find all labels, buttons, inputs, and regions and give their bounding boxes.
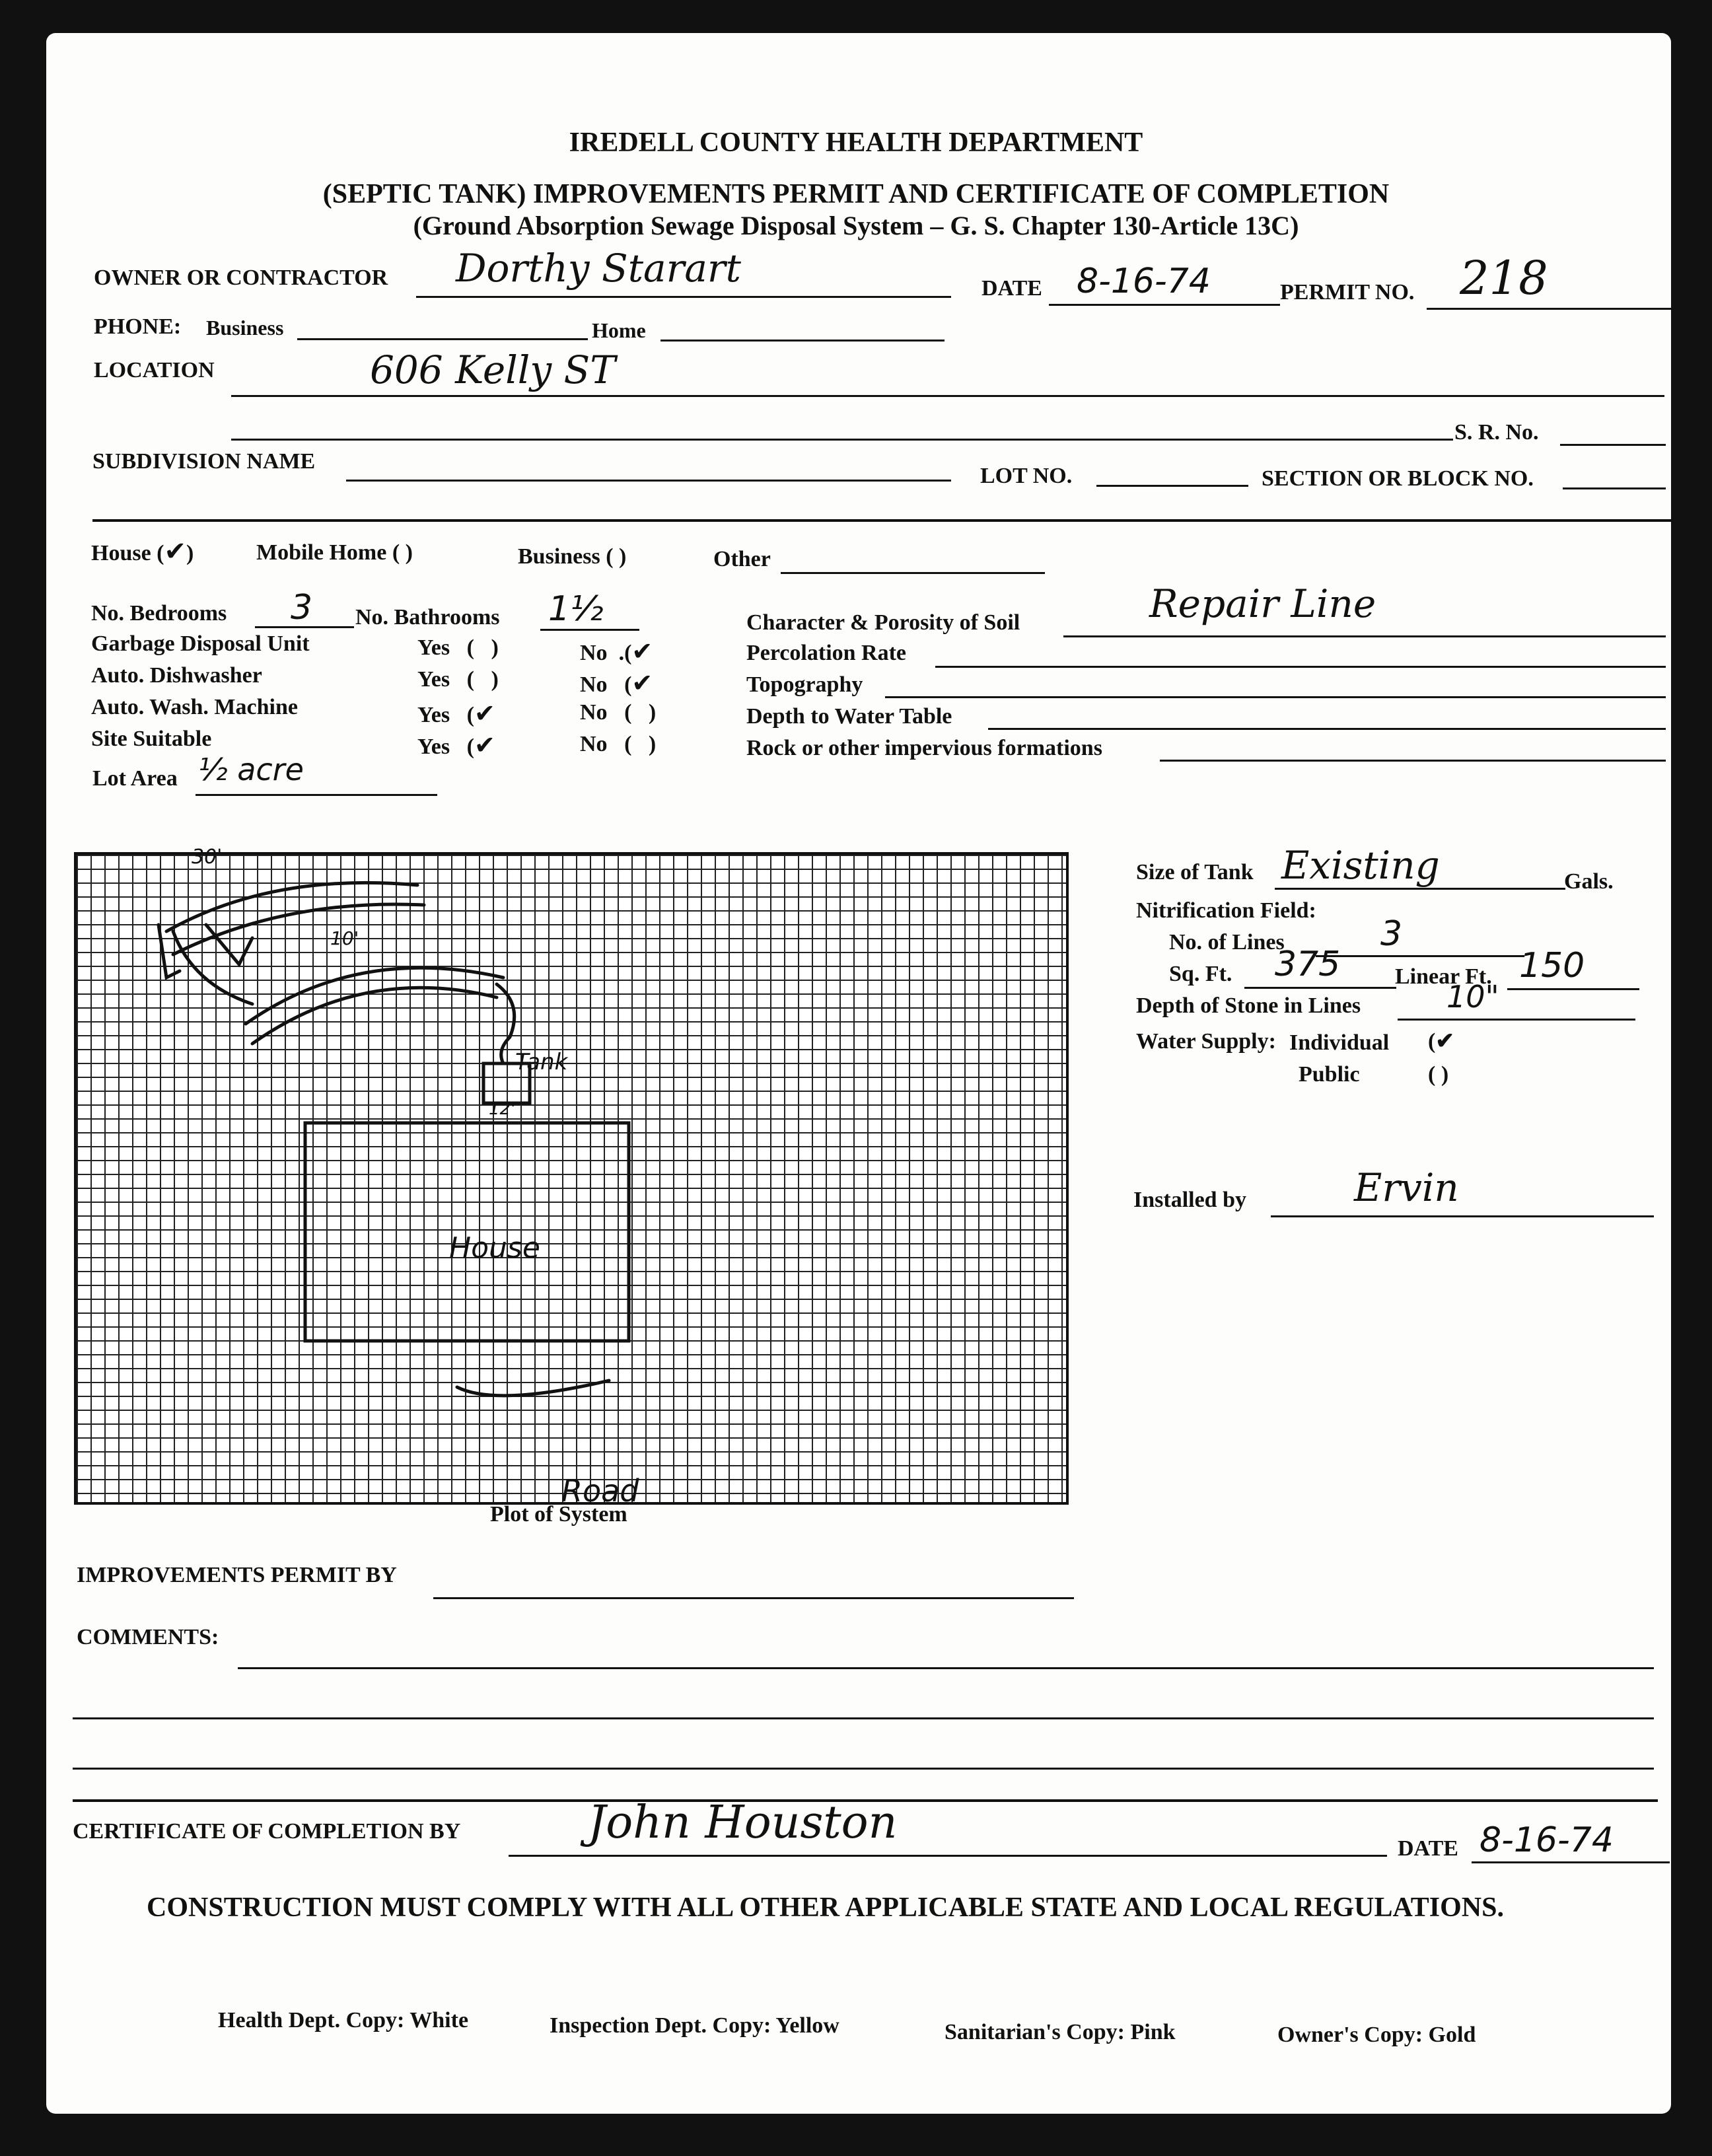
date-label: DATE: [981, 276, 1042, 301]
site-yes[interactable]: Yes (✔: [417, 731, 495, 760]
topography-label: Topography: [746, 672, 863, 697]
tank-note: Tank: [515, 1049, 568, 1075]
permit-value[interactable]: 218: [1460, 251, 1548, 305]
bedrooms-label: No. Bedrooms: [91, 601, 227, 626]
comments-line-3[interactable]: [73, 1768, 1654, 1770]
lot-line[interactable]: [1096, 485, 1248, 487]
sqft-label: Sq. Ft.: [1169, 962, 1232, 986]
lot-area-label: Lot Area: [92, 766, 178, 791]
installed-by-line: [1271, 1215, 1654, 1217]
perc-rate-label: Percolation Rate: [746, 641, 907, 665]
individual-label: Individual: [1289, 1030, 1390, 1055]
certificate-label: CERTIFICATE OF COMPLETION BY: [73, 1819, 461, 1844]
stone-depth-line: [1398, 1019, 1635, 1021]
tank-size-label: Size of Tank: [1136, 860, 1254, 884]
house-type-label: House (✔): [91, 536, 194, 567]
linear-value[interactable]: 150: [1519, 946, 1585, 986]
sr-line[interactable]: [1560, 444, 1666, 446]
tank-size-value[interactable]: Existing: [1281, 843, 1440, 888]
bathrooms-line: [540, 629, 639, 631]
date-value[interactable]: 8-16-74: [1077, 262, 1211, 301]
plot-sketch: [74, 812, 668, 1519]
owner-line: [416, 296, 951, 298]
dishwasher-no[interactable]: No (✔: [580, 668, 653, 698]
sqft-value[interactable]: 375: [1275, 945, 1341, 984]
garbage-label: Garbage Disposal Unit: [91, 631, 310, 656]
stone-depth-label: Depth of Stone in Lines: [1136, 993, 1361, 1018]
copy-sanitarian: Sanitarian's Copy: Pink: [945, 2020, 1176, 2044]
water-table-label: Depth to Water Table: [746, 704, 952, 729]
date-line: [1049, 304, 1280, 306]
copy-health: Health Dept. Copy: White: [218, 2008, 469, 2032]
lines-label: No. of Lines: [1169, 930, 1285, 954]
permit-line: [1427, 308, 1671, 310]
home-phone-line[interactable]: [660, 340, 945, 341]
linear-label: Linear Ft.: [1395, 964, 1492, 989]
water-table-line[interactable]: [988, 728, 1666, 730]
water-supply-label: Water Supply:: [1136, 1029, 1276, 1054]
location-line: [231, 395, 1664, 397]
sqft-line: [1244, 987, 1396, 989]
section-label: SECTION OR BLOCK NO.: [1262, 466, 1534, 491]
form-subtitle: (Ground Absorption Sewage Disposal System – G. S. Chapter 130-Article 13C): [413, 211, 1299, 240]
location-label: LOCATION: [94, 358, 215, 382]
public-mark[interactable]: ( ): [1428, 1062, 1449, 1087]
dishwasher-yes[interactable]: Yes ( ): [417, 667, 499, 692]
site-label: Site Suitable: [91, 727, 212, 751]
owner-label: OWNER OR CONTRACTOR: [94, 266, 388, 290]
individual-mark[interactable]: (✔: [1428, 1029, 1454, 1054]
dim-12: 12': [489, 1099, 516, 1119]
business-phone-label: Business: [206, 316, 284, 340]
certificate-line: [509, 1855, 1387, 1857]
business-phone-line[interactable]: [297, 338, 588, 340]
washer-no[interactable]: No ( ): [580, 700, 657, 725]
location-value[interactable]: 606 Kelly ST: [370, 347, 616, 392]
lot-label: LOT NO.: [980, 464, 1073, 488]
department-title: IREDELL COUNTY HEALTH DEPARTMENT: [569, 127, 1143, 158]
lines-value[interactable]: 3: [1380, 914, 1403, 954]
improvements-permit-line[interactable]: [433, 1597, 1074, 1599]
location-line-2: [231, 439, 1453, 441]
gals-label: Gals.: [1564, 869, 1614, 894]
dim-10: 10': [330, 927, 359, 949]
soil-character-label: Character & Porosity of Soil: [746, 610, 1020, 635]
soil-character-line: [1063, 635, 1666, 637]
site-no[interactable]: No ( ): [580, 732, 657, 756]
road-note: Road: [561, 1473, 639, 1509]
bedrooms-value[interactable]: 3: [291, 588, 313, 628]
perc-rate-line[interactable]: [935, 666, 1666, 668]
subdivision-label: SUBDIVISION NAME: [92, 449, 316, 474]
washer-yes[interactable]: Yes (✔: [417, 699, 495, 728]
subdivision-line[interactable]: [346, 480, 951, 482]
comments-line-1[interactable]: [238, 1667, 1654, 1669]
other-line[interactable]: [781, 572, 1045, 574]
linear-line: [1507, 988, 1639, 990]
tank-size-line: [1275, 888, 1565, 890]
dishwasher-label: Auto. Dishwasher: [91, 663, 262, 688]
copy-inspection: Inspection Dept. Copy: Yellow: [550, 2013, 839, 2038]
lines-line: [1316, 955, 1524, 957]
stone-depth-value[interactable]: 10": [1446, 979, 1499, 1015]
copy-owner: Owner's Copy: Gold: [1277, 2023, 1476, 2047]
washer-label: Auto. Wash. Machine: [91, 695, 298, 719]
compliance-notice: CONSTRUCTION MUST COMPLY WITH ALL OTHER APPLICABLE STATE AND LOCAL REGULATIONS.: [147, 1892, 1504, 1923]
garbage-yes[interactable]: Yes ( ): [417, 635, 499, 660]
mobile-home-option[interactable]: Mobile Home ( ): [256, 540, 413, 565]
home-phone-label: Home: [592, 318, 646, 342]
topography-line[interactable]: [885, 696, 1666, 698]
business-option[interactable]: Business ( ): [518, 544, 627, 569]
lot-area-value[interactable]: ½ acre: [198, 752, 304, 787]
installed-by-value[interactable]: Ervin: [1354, 1165, 1459, 1210]
completion-date-value[interactable]: 8-16-74: [1480, 1820, 1614, 1860]
soil-character-value[interactable]: Repair Line: [1149, 581, 1376, 626]
other-label: Other: [713, 547, 771, 571]
installed-by-label: Installed by: [1133, 1188, 1246, 1212]
garbage-no[interactable]: No .(✔: [580, 637, 653, 666]
bathrooms-label: No. Bathrooms: [355, 605, 500, 629]
permit-label: PERMIT NO.: [1280, 280, 1415, 305]
plot-caption: Plot of System: [490, 1502, 627, 1527]
improvements-permit-label: IMPROVEMENTS PERMIT BY: [77, 1563, 397, 1587]
house-note: House: [449, 1231, 540, 1265]
lot-area-line: [196, 794, 437, 796]
rock-line[interactable]: [1160, 760, 1666, 762]
form-title: (SEPTIC TANK) IMPROVEMENTS PERMIT AND CERTIFICATE OF COMPLETION: [322, 179, 1390, 209]
rock-label: Rock or other impervious formations: [746, 736, 1102, 760]
divider-top: [92, 519, 1671, 522]
section-line[interactable]: [1563, 487, 1666, 489]
certificate-signature[interactable]: John Houston: [588, 1797, 898, 1849]
phone-label: PHONE:: [94, 314, 182, 339]
bathrooms-value[interactable]: 1½: [548, 589, 604, 629]
owner-value[interactable]: Dorthy Starart: [456, 246, 741, 291]
nitrification-label: Nitrification Field:: [1136, 898, 1316, 923]
completion-date-label: DATE: [1398, 1836, 1458, 1861]
comments-line-2[interactable]: [73, 1717, 1654, 1719]
sr-label: S. R. No.: [1454, 420, 1539, 445]
comments-label: COMMENTS:: [77, 1625, 219, 1649]
dim-30: 30': [192, 845, 223, 869]
completion-date-line: [1472, 1861, 1670, 1863]
public-label: Public: [1299, 1062, 1360, 1087]
